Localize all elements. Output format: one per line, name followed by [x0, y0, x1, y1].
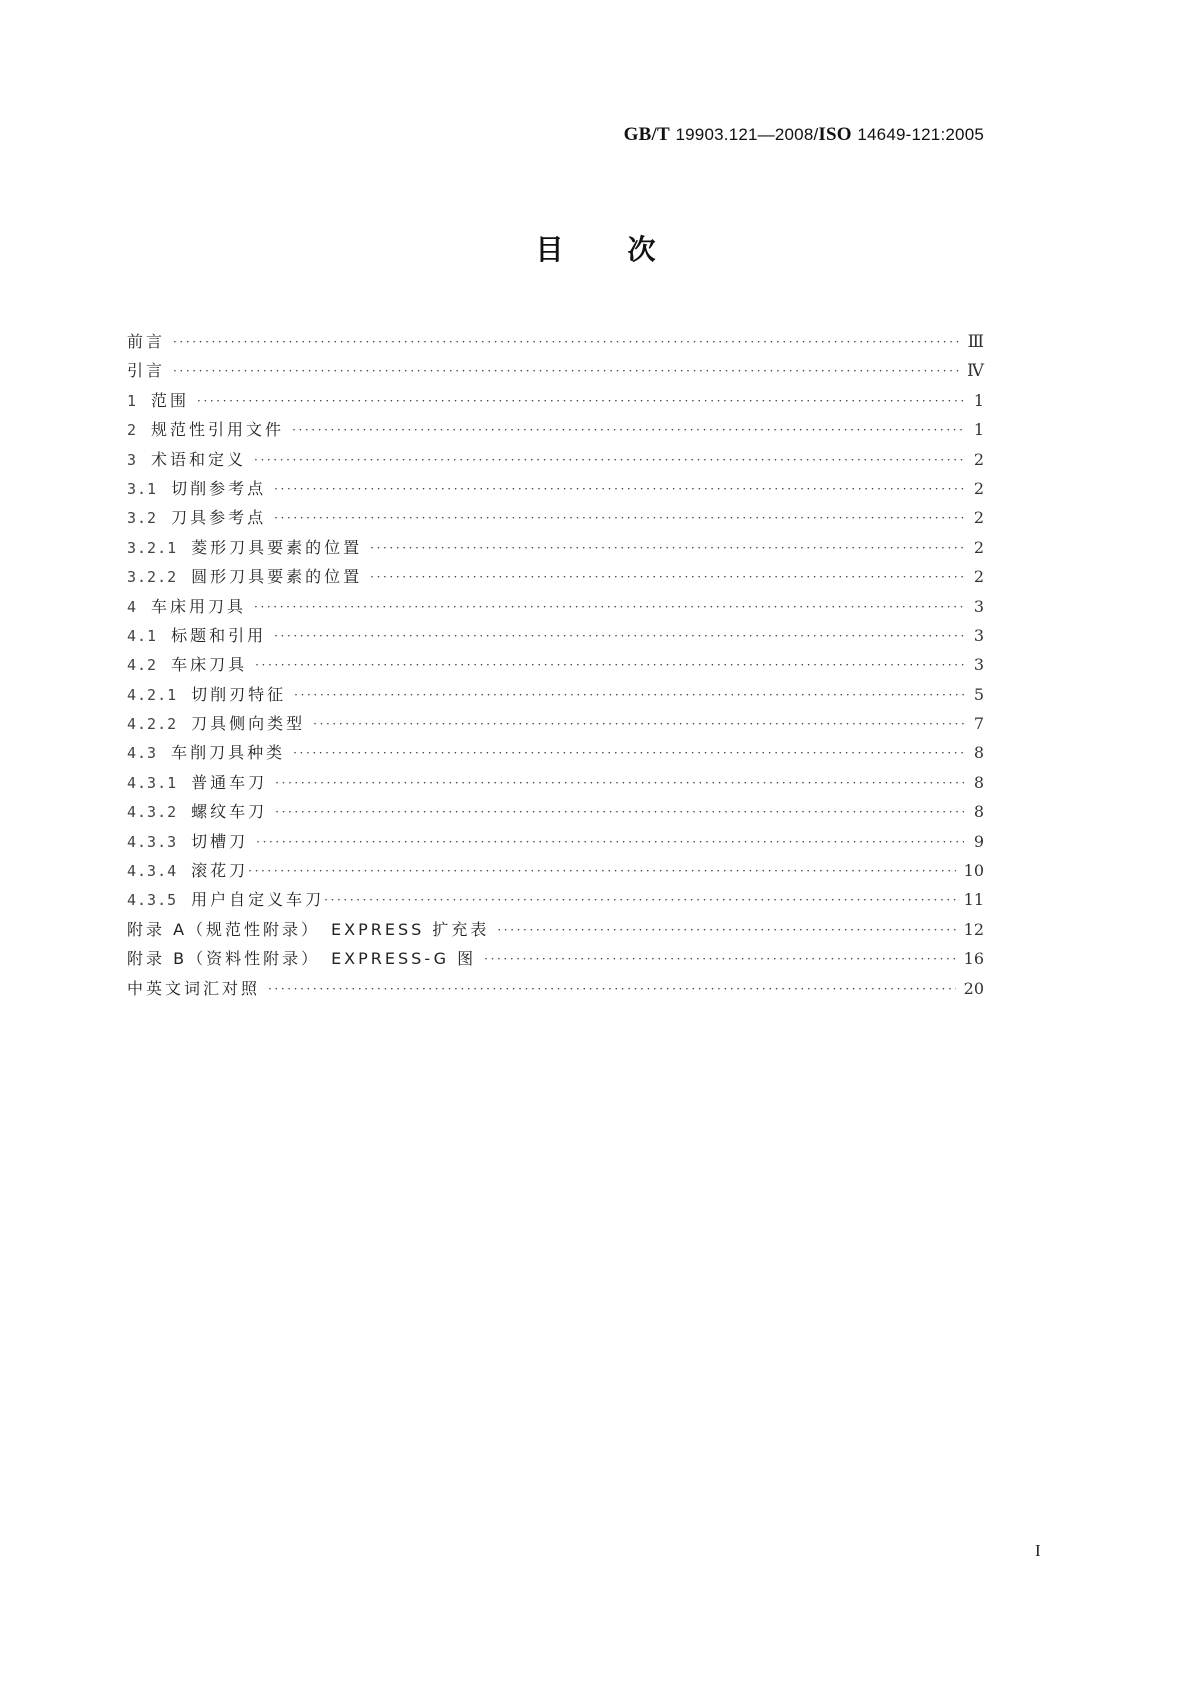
toc-entry-page-number: 20 — [963, 978, 984, 998]
standard-prefix: GB/T — [623, 124, 670, 145]
standard-number: 19903.121—2008/ — [675, 125, 819, 144]
page-title-char-1: 目 — [535, 233, 564, 266]
toc-entry-number: 3 — [127, 450, 138, 469]
toc-entry-title: 菱形刀具要素的位置 — [191, 537, 363, 557]
toc-dot-leader — [248, 865, 955, 877]
toc-entry-number: 4.3.2 — [127, 803, 178, 822]
toc-entry[interactable] — [127, 623, 984, 652]
table-of-contents — [127, 329, 984, 1005]
toc-entry[interactable] — [127, 476, 984, 505]
toc-dot-leader — [275, 806, 964, 818]
toc-entry-number: 4.3 — [127, 744, 158, 763]
toc-entry-page-number: 1 — [973, 390, 984, 410]
toc-entry-page-number: 2 — [973, 537, 984, 557]
toc-entry[interactable] — [127, 358, 984, 387]
toc-entry-number: 3.2 — [127, 509, 158, 528]
toc-entry[interactable] — [127, 887, 984, 916]
toc-entry-title: 滚花刀 — [191, 861, 249, 881]
toc-entry-number: 4.3.1 — [127, 773, 178, 792]
toc-dot-leader — [197, 395, 964, 407]
toc-entry-title: 车削刀具种类 — [171, 743, 286, 763]
toc-entry-title: 规范性引用文件 — [151, 420, 285, 440]
toc-dot-leader — [313, 718, 964, 730]
toc-entry-page-number: 8 — [973, 772, 984, 792]
toc-dot-leader — [292, 424, 964, 436]
toc-dot-leader — [274, 512, 964, 524]
toc-entry-page-number: Ⅳ — [967, 361, 984, 381]
toc-entry-page-number: 12 — [963, 919, 984, 939]
toc-entry-title: 标题和引用 — [171, 625, 267, 645]
toc-dot-leader — [370, 571, 964, 583]
toc-entry[interactable] — [127, 535, 984, 564]
toc-entry-page-number: 16 — [963, 949, 984, 969]
toc-entry-title: 车床刀具 — [171, 655, 248, 675]
toc-entry-title: 刀具侧向类型 — [191, 714, 306, 734]
toc-entry[interactable] — [127, 799, 984, 828]
toc-entry[interactable] — [127, 946, 984, 975]
toc-dot-leader — [256, 836, 964, 848]
toc-entry-title: 附录 B（资料性附录） EXPRESS-G 图 — [127, 949, 477, 969]
toc-entry-number: 4.3.5 — [127, 891, 178, 910]
toc-entry-page-number: 3 — [973, 625, 984, 645]
toc-entry-page-number: 3 — [973, 596, 984, 616]
toc-entry-title: 附录 A（规范性附录） EXPRESS 扩充表 — [127, 919, 490, 939]
toc-dot-leader — [275, 777, 964, 789]
toc-entry[interactable] — [127, 564, 984, 593]
toc-entry-number: 3.2.1 — [127, 538, 178, 557]
toc-entry-title: 术语和定义 — [151, 449, 247, 469]
toc-entry[interactable] — [127, 829, 984, 858]
toc-entry-title: 螺纹车刀 — [191, 802, 268, 822]
toc-entry-number: 2 — [127, 421, 138, 440]
toc-entry[interactable] — [127, 652, 984, 681]
toc-entry-title: 车床用刀具 — [151, 596, 247, 616]
page-title-char-2: 次 — [627, 233, 656, 266]
toc-entry-number: 4.2.2 — [127, 715, 178, 734]
toc-dot-leader — [173, 336, 960, 348]
toc-entry-title: 引言 — [127, 361, 166, 381]
toc-entry-number: 3.2.2 — [127, 568, 178, 587]
toc-entry-title: 切削参考点 — [171, 478, 267, 498]
toc-entry-number: 4.1 — [127, 626, 158, 645]
toc-entry[interactable] — [127, 388, 984, 417]
toc-dot-leader — [255, 659, 964, 671]
toc-dot-leader — [484, 953, 955, 965]
toc-entry-title: 中英文词汇对照 — [127, 978, 261, 998]
toc-entry[interactable] — [127, 682, 984, 711]
toc-dot-leader — [324, 894, 955, 906]
toc-entry[interactable] — [127, 858, 984, 887]
toc-entry-page-number: 8 — [973, 802, 984, 822]
toc-dot-leader — [274, 630, 964, 642]
toc-entry-number: 4 — [127, 597, 138, 616]
toc-entry[interactable] — [127, 594, 984, 623]
toc-entry[interactable] — [127, 447, 984, 476]
toc-entry-number: 1 — [127, 391, 138, 410]
toc-dot-leader — [274, 483, 964, 495]
toc-entry-page-number: 2 — [973, 478, 984, 498]
toc-entry[interactable] — [127, 740, 984, 769]
toc-entry[interactable] — [127, 917, 984, 946]
iso-number: 14649-121:2005 — [857, 125, 984, 144]
toc-entry-page-number: 10 — [963, 861, 984, 881]
toc-entry-title: 刀具参考点 — [171, 508, 267, 528]
toc-entry[interactable] — [127, 505, 984, 534]
toc-entry-title: 前言 — [127, 332, 166, 351]
toc-dot-leader — [294, 689, 964, 701]
footer-page-number: I — [1035, 1541, 1041, 1560]
toc-entry[interactable] — [127, 417, 984, 446]
toc-entry[interactable] — [127, 770, 984, 799]
toc-entry-number: 4.3.3 — [127, 832, 178, 851]
toc-dot-leader — [173, 365, 959, 377]
toc-entry-page-number: 2 — [973, 508, 984, 528]
toc-entry-page-number: Ⅲ — [967, 332, 984, 351]
toc-entry[interactable] — [127, 711, 984, 740]
toc-entry-title: 普通车刀 — [191, 772, 268, 792]
toc-entry-title: 圆形刀具要素的位置 — [191, 567, 363, 587]
toc-entry-number: 3.1 — [127, 479, 158, 498]
toc-dot-leader — [497, 924, 955, 936]
toc-entry-page-number: 5 — [973, 684, 984, 704]
toc-entry-page-number: 2 — [973, 449, 984, 469]
toc-entry-page-number: 9 — [973, 831, 984, 851]
toc-dot-leader — [268, 983, 956, 995]
toc-entry-page-number: 7 — [973, 714, 984, 734]
toc-entry-page-number: 8 — [973, 743, 984, 763]
toc-dot-leader — [293, 747, 964, 759]
standard-code-header — [624, 124, 984, 146]
toc-dot-leader — [370, 542, 964, 554]
toc-entry-number: 4.2 — [127, 656, 158, 675]
iso-prefix: ISO — [818, 124, 852, 145]
toc-entry-title: 切槽刀 — [191, 831, 249, 851]
toc-dot-leader — [254, 601, 964, 613]
toc-entry-title: 范围 — [151, 390, 190, 410]
toc-entry-page-number: 1 — [973, 420, 984, 440]
toc-entry[interactable] — [127, 329, 984, 358]
page-title — [0, 228, 1191, 268]
toc-entry-number: 4.3.4 — [127, 862, 178, 881]
toc-entry-title: 切削刃特征 — [191, 684, 287, 704]
toc-dot-leader — [254, 454, 964, 466]
toc-entry-page-number: 3 — [973, 655, 984, 675]
toc-entry[interactable] — [127, 976, 984, 1005]
toc-entry-page-number: 2 — [973, 567, 984, 587]
toc-entry-number: 4.2.1 — [127, 685, 178, 704]
toc-entry-page-number: 11 — [963, 890, 984, 910]
toc-entry-title: 用户自定义车刀 — [191, 890, 325, 910]
